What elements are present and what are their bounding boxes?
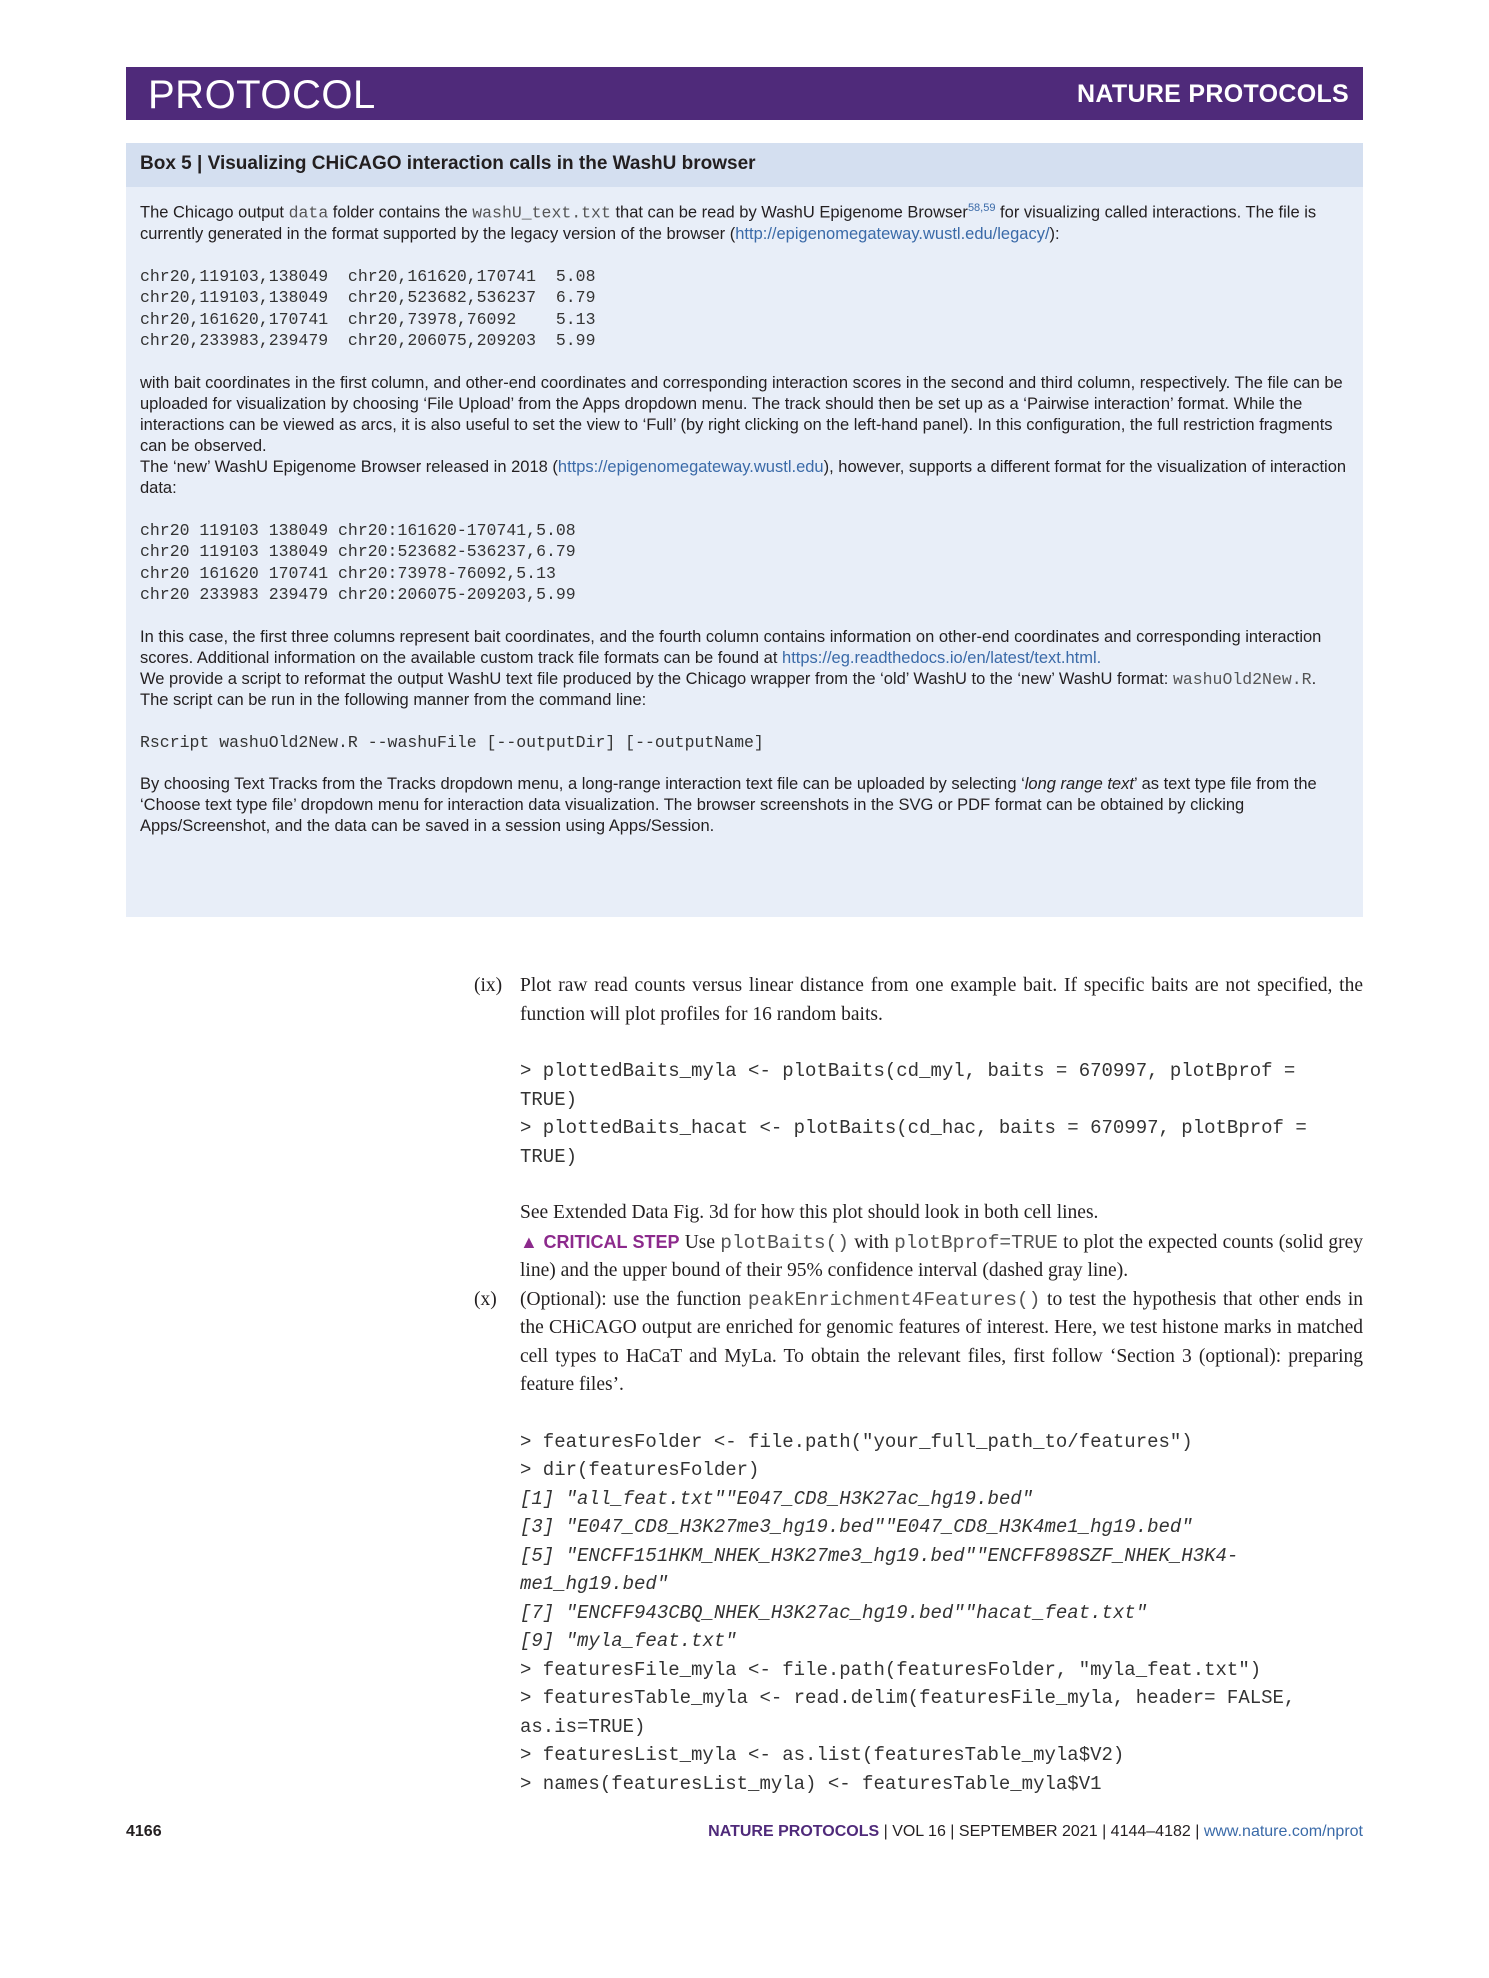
code-block-features xyxy=(520,1428,1363,1799)
box-5 xyxy=(126,143,1363,917)
header-bar xyxy=(126,67,1363,120)
code-block-new: chr20 119103 138049 chr20:161620-170741,5.08 chr20 119103 138049 chr20:523682-536237,6.79 chr20 161620 170741 chr20:73978-76092,5.13 chr20 233983 239479 chr20:206075-209203,5.99 xyxy=(140,520,576,604)
journal-citation: NATURE PROTOCOLS | VOL 16 | SEPTEMBER 2021 | 4144–4182 | www.nature.com/nprot xyxy=(708,1823,1363,1840)
readthedocs-link[interactable]: https://eg.readthedocs.io/en/latest/text.html. xyxy=(782,648,1102,667)
step-ix xyxy=(474,972,1363,1286)
code-output-line: [9] "myla_feat.txt" xyxy=(520,1630,737,1652)
code-block-plotbaits: > plottedBaits_myla <- plotBaits(cd_myl, baits = 670997, plotBprof = TRUE) > plottedBaits_hacat <- plotBaits(cd_hac, baits = 670997, plotBprof = TRUE) xyxy=(520,1060,1307,1168)
critical-step: ▲ CRITICAL STEP Use plotBaits() with plotBprof=TRUE to plot the expected counts (solid grey line) and the upper bound of their 95% confidence interval (dashed gray line). xyxy=(520,1231,1364,1281)
step-text: (Optional): use the function peakEnrichment4Features() to test the hypothesis that other ends in the CHiCAGO output are enriched for genomic features of interest. Here, we test histone marks in matched cell types to HaCaT and MyLa. To obtain the relevant files, first follow ‘Section 3 (optional): preparing feature files’. xyxy=(520,1288,1363,1395)
code-block-legacy: chr20,119103,138049 chr20,161620,170741 5.08 chr20,119103,138049 chr20,523682,536237 6.79 chr20,161620,170741 chr20,73978,76092 5.13 chr20,233983,239479 chr20,206075,209203 5.99 xyxy=(140,266,596,350)
see-figure-note: See Extended Data Fig. 3d for how this plot should look in both cell lines. xyxy=(520,1202,1099,1223)
box-paragraph-1: The Chicago output data folder contains the washU_text.txt that can be read by WashU Epigenome Browser$^{58,59}$ for visualizing called interactions. The file is currently generated in the format supported by the legacy version of the browser (http://epigenomegateway.wustl.edu/legacy/): xyxy=(140,202,1317,243)
box-paragraph-5: We provide a script to reformat the output WashU text file produced by the Chicago wrapper from the ‘old’ WashU to the ‘new’ WashU format: washuOld2New.R. The script can be run in the following manner from the command line: xyxy=(140,669,1317,709)
step-x xyxy=(474,1286,1363,1799)
code-line: > dir(featuresFolder) xyxy=(520,1459,760,1481)
box-title: Box 5 | Visualizing CHiCAGO interaction calls in the WashU browser xyxy=(140,153,756,174)
critical-step-label: ▲ CRITICAL STEP xyxy=(520,1231,680,1252)
page-number: 4166 xyxy=(126,1823,162,1840)
main-steps xyxy=(474,972,1363,1798)
step-number: (x) xyxy=(474,1288,497,1310)
code-line: > featuresTable_myla <- read.delim(featuresFile_myla, header= FALSE, as.is=TRUE) xyxy=(520,1687,1296,1738)
box-body xyxy=(140,198,1348,837)
box-paragraph-3: The ‘new’ WashU Epigenome Browser released in 2018 (https://epigenomegateway.wustl.edu), however, supports a different format for the visualization of interaction data: xyxy=(140,457,1347,497)
code-line: > names(featuresList_myla) <- featuresTable_myla$V1 xyxy=(520,1772,1102,1795)
citation-ref[interactable]: 58,59 xyxy=(967,202,996,214)
new-browser-link[interactable]: https://epigenomegateway.wustl.edu xyxy=(557,457,824,476)
legacy-browser-link[interactable]: http://epigenomegateway.wustl.edu/legacy/ xyxy=(735,224,1050,243)
box-title-bar xyxy=(126,143,1363,187)
section-label: PROTOCOL xyxy=(148,73,376,117)
code-output-line: [7] "ENCFF943CBQ_NHEK_H3K27ac_hg19.bed""hacat_feat.txt" xyxy=(520,1601,1148,1624)
code-line: > featuresFolder <- file.path("your_full_path_to/features") xyxy=(520,1430,1193,1453)
code-command-line: Rscript washuOld2New.R --washuFile [--outputDir] [--outputName] xyxy=(140,732,764,752)
journal-label: NATURE PROTOCOLS xyxy=(1077,80,1349,108)
box-paragraph-2: with bait coordinates in the first column, and other-end coordinates and corresponding interaction scores in the second and third column, respectively. The file can be uploaded for visualization by choosing ‘File Upload’ from the Apps dropdown menu. The track should then be set up as a ‘Pairwise interaction’ format. While the interactions can be viewed as arcs, it is also useful to set the view to ‘Full’ (by right clicking on the left-hand panel). In this configuration, the full restriction fragments can be observed. xyxy=(140,373,1343,455)
code-output-line: [1] "all_feat.txt""E047_CD8_H3K27ac_hg19.bed" xyxy=(520,1487,1034,1510)
code-output-line: [3] "E047_CD8_H3K27me3_hg19.bed""E047_CD8_H3K4me1_hg19.bed" xyxy=(520,1516,1193,1538)
code-line: > featuresFile_myla <- file.path(featuresFolder, "myla_feat.txt") xyxy=(520,1658,1262,1681)
box-paragraph-6: By choosing Text Tracks from the Tracks dropdown menu, a long-range interaction text file can be uploaded by selecting ‘long range text’ as text type file from the ‘Choose text type file’ dropdown menu for interaction data visualization. The browser screenshots in the SVG or PDF format can be obtained by clicking Apps/Screenshot, and the data can be saved in a session using Apps/Session. xyxy=(140,775,1317,835)
journal-url-link[interactable]: www.nature.com/nprot xyxy=(1203,1823,1363,1840)
code-output-line: [5] "ENCFF151HKM_NHEK_H3K27me3_hg19.bed""ENCFF898SZF_NHEK_H3K4-me1_hg19.bed" xyxy=(520,1544,1239,1595)
code-line: > featuresList_myla <- as.list(featuresTable_myla$V2) xyxy=(520,1744,1125,1766)
step-text: Plot raw read counts versus linear distance from one example bait. If specific baits are not specified, the function will plot profiles for 16 random baits. xyxy=(520,975,1363,1025)
step-number: (ix) xyxy=(474,975,503,996)
page-footer xyxy=(126,1823,1363,1845)
box-paragraph-4: In this case, the first three columns represent bait coordinates, and the fourth column contains information on other-end coordinates and corresponding interaction scores. Additional information on the available custom track file formats can be found at https://eg.readthedocs.io/en/latest/text.html. xyxy=(140,627,1322,667)
